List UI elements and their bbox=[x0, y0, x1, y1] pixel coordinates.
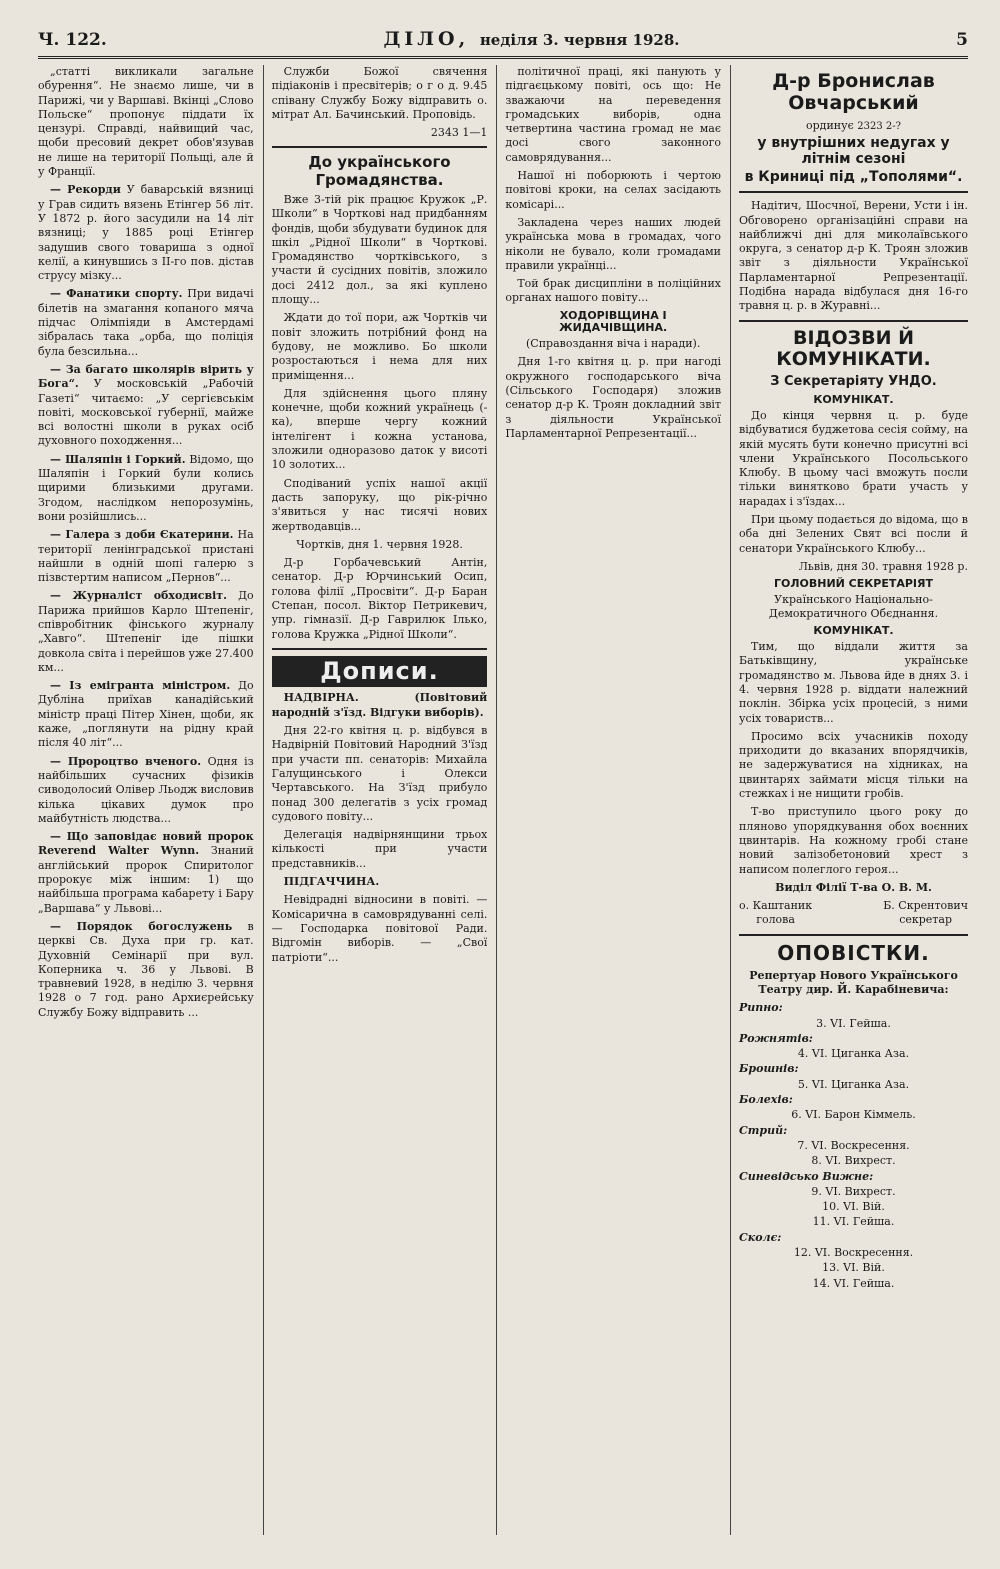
newspaper-title-block bbox=[383, 28, 679, 50]
komunikat-heading: КОМУНІКАТ. bbox=[813, 624, 894, 638]
secretariat-heading: ГОЛОВНИЙ СЕКРЕТАРІЯТ bbox=[774, 577, 933, 591]
report2-heading: ПІДГАЧЧИНА. bbox=[283, 875, 380, 889]
greeting-paragraph: Сподіваний успіх нашої акції дасть запоруку, що рік-річно з'явиться у нас тисячі нових жертводавців... bbox=[271, 476, 488, 533]
news-item bbox=[38, 920, 254, 1020]
news-item-text: До Дубліна приїхав канадійський міністр праці Пітер Хінен, щоби, як каже, „поглянути на рідну край після 40 літ“... bbox=[38, 679, 254, 750]
repertoire-city bbox=[739, 1124, 968, 1169]
komunikat-text: Просимо всіх учасників походу приходити до вказаних впорядчиків, не задержуватися на хідниках, на цвинтарях займати місця тільки на стежках і не нищити гробів. bbox=[739, 729, 968, 801]
column-3 bbox=[496, 65, 721, 1535]
page-number: 5 bbox=[956, 30, 968, 50]
news-item-lead: — Що заповідає новий пророк Reverend Walter Wynn. bbox=[38, 830, 254, 858]
komunikat-heading: КОМУНІКАТ. bbox=[813, 393, 894, 407]
signature-block bbox=[739, 899, 968, 928]
repertoire-city bbox=[739, 1032, 968, 1062]
issue-date: неділя 3. червня 1928. bbox=[479, 31, 680, 49]
repertoire-show: 11. VI. Гейша. bbox=[812, 1215, 895, 1229]
news-item bbox=[38, 363, 254, 449]
repertoire-show: 6. VI. Барон Кіммель. bbox=[791, 1108, 916, 1122]
divider bbox=[739, 320, 968, 322]
news-item bbox=[38, 830, 254, 916]
komunikat-text: До кінця червня ц. р. буде відбуватися буджетова сесія сойму, на якій мусять бути конечно присутні всі члени Українського Посольського Клюбу. В цьому часі вможуть посли тільки винятково брати участь у нарадах і з'їздах... bbox=[739, 408, 968, 508]
ad-doctor-name: Д-р Бронислав Овчарський bbox=[772, 70, 935, 114]
repertoire-heading: Репертуар Нового Українського Театру дир. Й. Карабіневича: bbox=[749, 968, 958, 996]
report-heading: НАДВІРНА. (Повітовий народній з'їзд. Відгуки виборів). bbox=[271, 691, 488, 719]
column-2-intro: Служби Божої свячення підіаконів і пресвітерів; о г о д. 9.45 співану Службу Божу відправить о. мітрат Ал. Бачинський. Проповідь. bbox=[271, 65, 488, 121]
komunikat-text: Тим, що віддали життя за Батьківщину, українське громадянство м. Львова йде в днях 3. і 4. червня 1928 р. віддати належний поклін. Збірка усіх процесій, з ними усіх товариств... bbox=[739, 640, 968, 725]
divider bbox=[272, 648, 488, 650]
signature-left: о. Каштаник голова bbox=[739, 899, 813, 927]
news-item-lead: — Пророцтво вченого. bbox=[50, 754, 202, 768]
undo-heading: З Секретаріяту УНДО. bbox=[770, 374, 937, 390]
divider bbox=[739, 934, 968, 936]
report-paragraph: Дня 22-го квітня ц. р. відбувся в Надвірній Повітовий Народний З'їзд при участи пп. сенаторів: Михайла Галущинського і Олекси Чертавського. На З'їзд прибуло понад 300 делегатів з усіх громад судового повіту... bbox=[271, 724, 488, 823]
news-item bbox=[38, 453, 254, 524]
news-item-lead: — Галера з доби Єкатерини. bbox=[50, 528, 234, 542]
greeting-heading: До українського Громадянства. bbox=[308, 153, 451, 189]
ad-sub: ординує bbox=[806, 118, 854, 132]
repertoire-city-name: Брошнів: bbox=[739, 1062, 799, 1076]
repertoire-city-name: Сколє: bbox=[739, 1230, 782, 1244]
column-3-paragraph: Закладена через наших людей українська мова в громадах, чого ніколи не бувало, коли громадами правили українці... bbox=[505, 215, 722, 272]
repertoire-city bbox=[739, 1170, 968, 1230]
news-item-lead: — Шаляпін і Горкий. bbox=[50, 452, 186, 466]
news-text: Надітич, Шосчної, Верени, Усти і ін. Обговорено організаційні справи на найближчі дні для миколаївського округа, з сенатор д-р К. Троян зложив звіт з діяльности Української Парламентарної Репрезентації. Подібна нарада відбулася дня 16-го травня ц. р. в Журавні... bbox=[739, 199, 968, 313]
column-2 bbox=[263, 65, 488, 1535]
opovistky-heading: ОПОВІСТКИ. bbox=[777, 940, 930, 965]
news-item-text: У баварській вязниці у Грав сидить вязень Етінгер 56 літ. У 1872 р. його засудили на 14 літ вязниці; у 1885 році Етінгер задушив свого товариша з одної келії, а кинувшись з ІІ-го пов. дістав струсу мізку... bbox=[38, 183, 254, 283]
repertoire-show: 14. VI. Гейша. bbox=[812, 1276, 895, 1290]
news-item bbox=[38, 679, 254, 750]
news-item-text: При видачі білетів на змагання копаного мяча підчас Олімпіяди в Амстердамі зібралась така „орба, що поліція була безсильна... bbox=[38, 287, 254, 358]
news-item-lead: — Фанатики спорту. bbox=[50, 287, 183, 301]
column-1 bbox=[38, 65, 254, 1535]
komunikat-text: При цьому подається до відома, що в оба дні Зелених Свят всі посли й сенатори Українського Клюбу... bbox=[739, 512, 968, 555]
report2-text: Невідрадні відносини в повіті. — Комісарична в самоврядуванні селі. — Господарка повітової Ради. Відгомін виборів. — „Свої патріоти“... bbox=[271, 893, 488, 964]
news-item-text: До Парижа прийшов Карло Штепеніг, співробітник фінського журналу „Хавго“. Штепеніг іде пішки довкола світа і перейшов уже 27.400 км... bbox=[38, 589, 254, 674]
column-4 bbox=[730, 65, 968, 1535]
column-3-intro: політичної праці, які панують у підгаєцькому повіті, ось що: Не зважаючи на переведення громадських виборів, одна четвертина частина громад не має досі свого законного самоврядування... bbox=[505, 65, 722, 164]
signature-title: Виділ Філії Т-ва О. В. М. bbox=[775, 880, 932, 894]
news-item bbox=[38, 589, 254, 675]
repertoire-show: 10. VI. Вій. bbox=[822, 1200, 885, 1214]
news-item-text: Знаний англійський пророк Спиритолог пророкує між іншим: 1) що найбільша програма кабарету і Бару „Варшава“ у Львові... bbox=[38, 844, 254, 915]
repertoire-city bbox=[739, 1001, 968, 1031]
repertoire-show: 5. VI. Циганка Аза. bbox=[797, 1077, 910, 1091]
greeting-date: Чортків, дня 1. червня 1928. bbox=[296, 537, 463, 551]
repertoire-city-name: Рожнятів: bbox=[739, 1031, 813, 1045]
news-item-text: Одня із найбільших сучасних фізиків сиводолосий Олівер Льодж висловив кілька цікавих думок про майбутність людства... bbox=[38, 754, 254, 825]
newspaper-title: ДІЛО, bbox=[383, 28, 470, 50]
repertoire-city bbox=[739, 1062, 968, 1092]
column-1-intro: „статті викликали загальне обурення“. Не знаємо лише, чи в Парижі, чи у Варшаві. Вкінці „Слово Польске“ пропонує піддати їх цензурі. Справді, найвищий час, щоби пресовий декрет обов'язував не лише на території Польщі, але й у Франції. bbox=[38, 65, 254, 179]
news-item-lead: — За багато школярів вірить у Бога“. bbox=[38, 362, 254, 391]
repertoire-city-name: Болехів: bbox=[739, 1093, 793, 1107]
report-paragraph: Делегація надвірнянщини трьох кількості при участи представників... bbox=[271, 828, 488, 870]
news-item bbox=[38, 528, 254, 585]
repertoire-show: 7. VI. Воскресення. bbox=[797, 1138, 910, 1152]
ad-line-2: в Криниці під „Тополями“. bbox=[744, 169, 963, 186]
secretariat-sub: Українського Національно-Демократичного Обєднання. bbox=[768, 592, 939, 621]
news-item-text: в церкві Св. Духа при гр. кат. Духовній Семінарії при вул. Коперника ч. 36 у Львові. В травневий 1928, в неділю 3. червня 1928 о 7 год. рано Архиєрейську Службу Божу відправить ... bbox=[38, 919, 254, 1019]
column-3-paragraph: Той брак дисципліни в поліційних органах нашого повіту... bbox=[505, 277, 722, 305]
repertoire-city-name: Рипно: bbox=[739, 1001, 783, 1015]
greeting-paragraph: Вже 3-тій рік працює Кружок „Р. Школи“ в Чорткові над придбанням фондів, щоби збудувати будинок для шкіл „Рідної Школи“ в Чорткові. Громадянство чортківського, з участи й сусідних повітів, зложило досі 2412 дол., за які куплено площу... bbox=[271, 192, 488, 307]
repertoire-show: 8. VI. Вихрест. bbox=[811, 1154, 896, 1168]
repertoire-show: 13. VI. Вій. bbox=[822, 1261, 885, 1275]
komunikat-place: Львів, дня 30. травня 1928 р. bbox=[798, 559, 968, 573]
news-item-lead: — Рекорди bbox=[50, 183, 121, 197]
section-heading: ХОДОРІВЩИНА І ЖИДАЧІВЩИНА. bbox=[559, 308, 668, 335]
divider bbox=[739, 191, 968, 193]
ad-code: 2323 2-? bbox=[857, 120, 901, 132]
vidozvy-heading: ВІДОЗВИ Й КОМУНІКАТИ. bbox=[776, 326, 931, 371]
section-text: Дня 1-го квітня ц. р. при нагоді окружного господарського віча (Сільського Господаря) зложив сенатор д-р К. Троян докладний звіт з діяльности Української Парламентарної Репрезентації... bbox=[505, 355, 722, 440]
news-item bbox=[38, 183, 254, 283]
news-item-lead: — Журналіст обходисвіт. bbox=[50, 589, 227, 603]
news-item-lead: — Порядок богослужень bbox=[50, 919, 233, 933]
repertoire-city-name: Синевідсько Вижне: bbox=[739, 1169, 874, 1183]
repertoire-city bbox=[739, 1093, 968, 1123]
news-item-lead: — Із емігранта міністром. bbox=[50, 679, 231, 693]
news-item-text: На території ленінградської пристані найшли в одній шопі галерю з пізвстертим написом „Пернов“... bbox=[38, 528, 254, 585]
doctor-advertisement bbox=[739, 71, 968, 185]
signature-right: Б. Скрентович секретар bbox=[883, 899, 968, 927]
greeting-paragraph: Ждати до тої пори, аж Чортків чи повіт зложить потрібний фонд на будову, не можливо. Бо школи розростаються і нема для них приміщення... bbox=[271, 311, 488, 382]
repertoire-show: 3. VI. Гейша. bbox=[816, 1016, 891, 1030]
issue-number: Ч. 122. bbox=[38, 30, 107, 50]
news-item-text: Відомо, що Шаляпін і Горкий були колись щирими близькими другами. Згодом, наслідком непорозумінь, вони розійшлись... bbox=[38, 452, 254, 523]
repertoire-show: 9. VI. Вихрест. bbox=[811, 1184, 896, 1198]
repertoire-show: 4. VI. Циганка Аза. bbox=[797, 1047, 910, 1061]
ad-code: 2343 1—1 bbox=[430, 126, 488, 140]
repertoire-list bbox=[739, 1001, 968, 1291]
ad-sub-row bbox=[739, 119, 968, 133]
dopysy-heading: Дописи. bbox=[272, 656, 488, 688]
divider bbox=[272, 146, 488, 148]
greeting-paragraph: Для здійснення цього пляну конечне, щоби кожний українець (-ка), вперше чергу кожний інтелігент і кожна установа, зложили одноразово даток у висоті 10 золотих... bbox=[271, 386, 488, 472]
repertoire-city-name: Стрий: bbox=[739, 1123, 788, 1137]
masthead bbox=[38, 28, 968, 59]
greeting-signatories: Д-р Горбачевський Антін, сенатор. Д-р Юрчинський Осип, голова філії „Просвіти“. Д-р Баран Степан, посол. Віктор Петрикевич, упр. гімназії. Д-р Гаврилюк Ілько, голова Кружка „Рідної Школи“. bbox=[271, 556, 488, 641]
article-columns bbox=[38, 65, 968, 1535]
ad-line-1: у внутрішних недугах у літнім сезоні bbox=[757, 134, 950, 168]
repertoire-show: 12. VI. Воскресення. bbox=[793, 1246, 914, 1260]
repertoire-city bbox=[739, 1231, 968, 1291]
column-3-paragraph: Нашої ні поборюють і чертою повітові кроки, на селах засідають комісарі... bbox=[505, 169, 722, 211]
news-item bbox=[38, 755, 254, 826]
news-item bbox=[38, 287, 254, 358]
komunikat-text: Т-во приступило цього року до пляново упорядкування обох воєнних цвинтарів. На кожному гробі стане новий залізобетоновий хрест з написом полеглого героя... bbox=[739, 805, 968, 876]
section-subheading: (Справоздання віча і наради). bbox=[526, 337, 701, 351]
news-item-text: У московській „Рабочій Газеті“ читаємо: „У сергієвськім повіті, московської губернії, майже всі волостні школи в руках осіб духовного походження... bbox=[38, 377, 254, 448]
